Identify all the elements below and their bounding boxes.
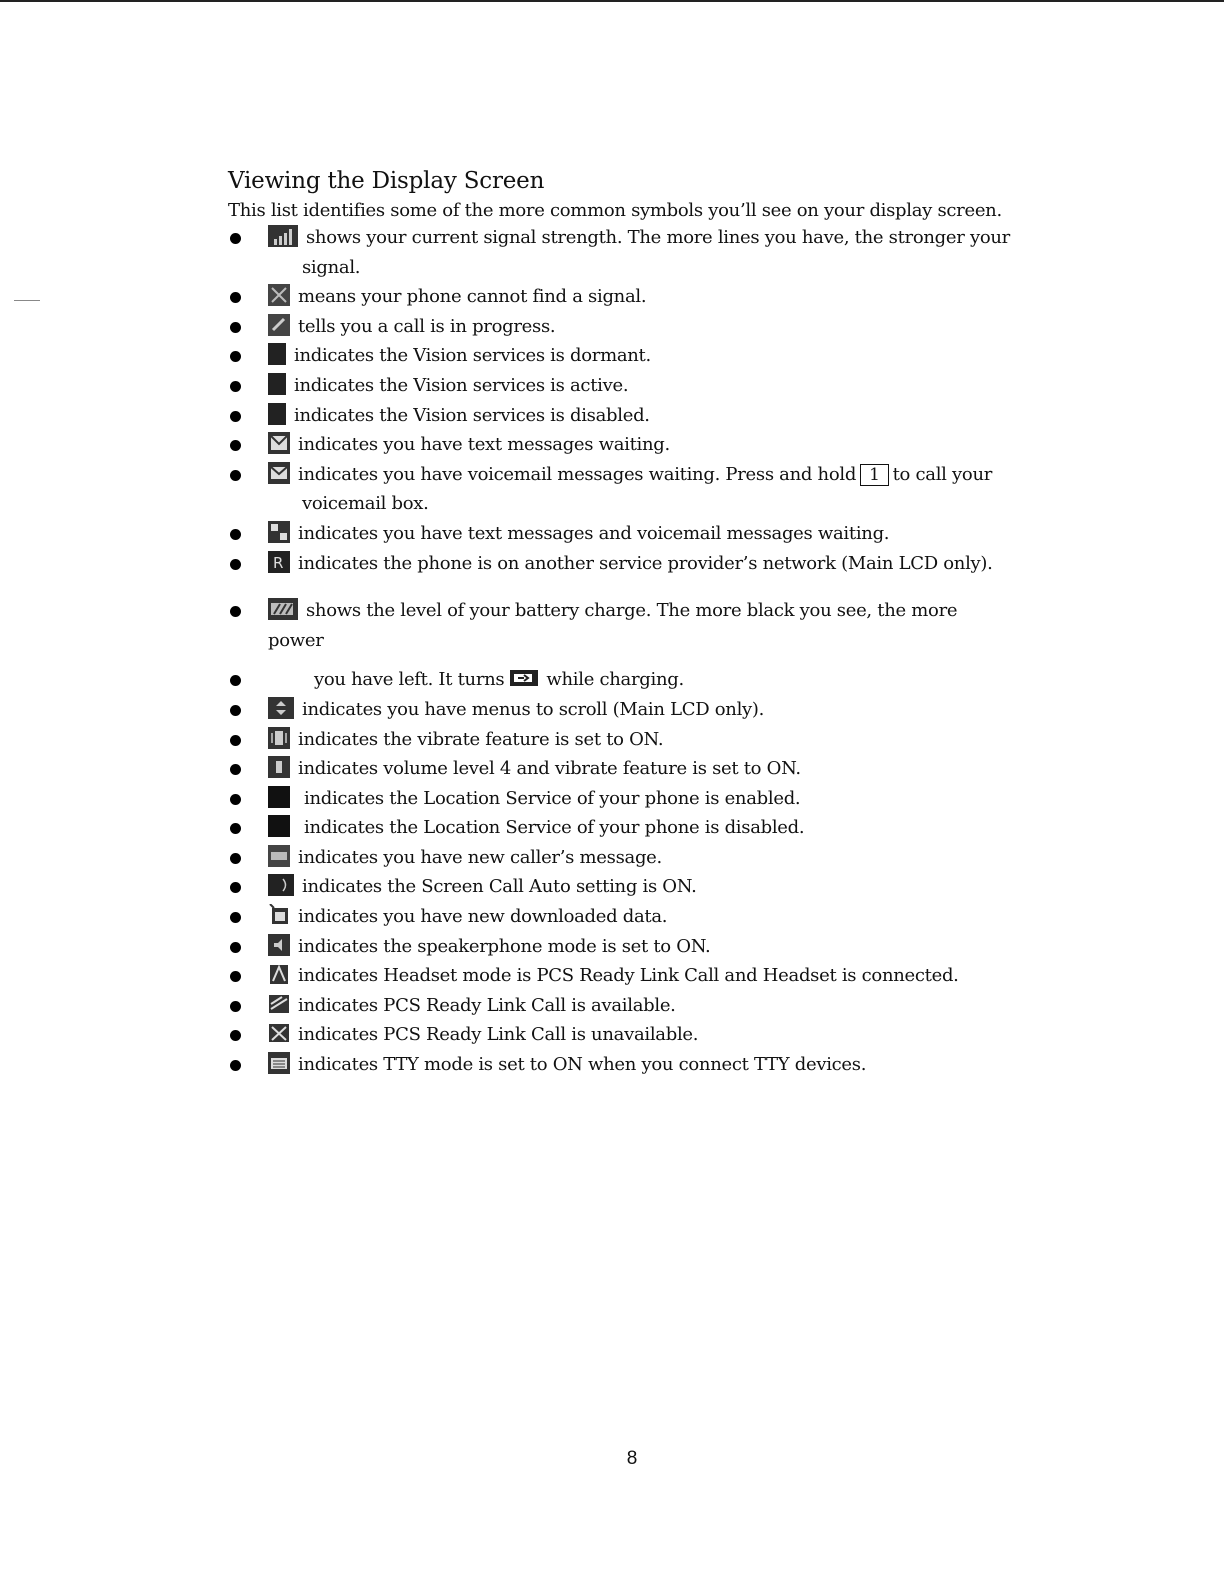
key-1: 1 — [860, 464, 889, 486]
list-item — [228, 961, 1018, 991]
list-item — [228, 991, 1018, 1021]
bullet — [230, 882, 241, 893]
bullet — [230, 292, 241, 303]
list-item — [228, 665, 1018, 695]
vision-active-icon — [268, 373, 286, 395]
bullet — [230, 794, 241, 805]
list-item — [228, 843, 1018, 873]
call-in-progress-icon — [268, 314, 290, 336]
bullet — [230, 559, 241, 570]
list-item — [228, 754, 1018, 784]
item-text: shows your current signal strength. The more lines you have, the stronger your — [306, 227, 1010, 248]
bullet — [230, 440, 241, 451]
item-text: indicates you have menus to scroll (Main LCD only). — [302, 698, 765, 720]
item-text: indicates the vibrate feature is set to ON. — [298, 728, 664, 750]
item-text: indicates PCS Ready Link Call is available. — [298, 994, 676, 1016]
list-item — [228, 401, 1018, 431]
text-and-voicemail-icon — [268, 521, 290, 543]
charging-battery-icon — [510, 667, 540, 685]
bullet — [230, 351, 241, 362]
item-text: indicates the speakerphone mode is set to ON. — [298, 935, 711, 957]
list-item — [228, 519, 1018, 549]
bullet — [230, 381, 241, 392]
list-item — [228, 1020, 1018, 1050]
list-item — [228, 932, 1018, 962]
list-item — [228, 596, 1018, 655]
document-body — [228, 168, 1018, 1080]
list-item — [228, 695, 1018, 725]
page-title: Viewing the Display Screen — [228, 168, 545, 194]
list-item — [228, 223, 1018, 282]
bullet — [230, 764, 241, 775]
location-enabled-icon — [268, 786, 290, 808]
item-text-continued: signal. — [302, 256, 361, 278]
bullet — [230, 971, 241, 982]
item-text: indicates you have voicemail messages waiting. Press and hold — [298, 463, 857, 485]
signal-strength-icon — [268, 225, 298, 247]
headset-icon — [268, 963, 290, 985]
item-text: indicates Headset mode is PCS Ready Link Call and Headset is connected. — [298, 965, 959, 987]
bullet — [230, 411, 241, 422]
item-text: indicates you have text messages and voicemail messages waiting. — [298, 522, 890, 544]
bullet — [230, 606, 241, 617]
bullet — [230, 1060, 241, 1071]
item-text: indicates you have new downloaded data. — [298, 906, 668, 928]
vision-disabled-icon — [268, 403, 286, 425]
item-text: indicates volume level 4 and vibrate feature is set to ON. — [298, 758, 801, 780]
item-text: indicates you have new caller’s message. — [298, 846, 662, 868]
item-text: indicates the phone is on another service provider’s network (Main LCD only). — [298, 552, 993, 574]
list-item — [228, 312, 1018, 342]
margin-mark — [14, 300, 40, 301]
list-item — [228, 784, 1018, 814]
bullet — [230, 1001, 241, 1012]
bullet — [230, 735, 241, 746]
symbol-list — [228, 223, 1018, 1080]
bullet — [230, 705, 241, 716]
list-item — [228, 549, 1018, 579]
vision-dormant-icon — [268, 343, 286, 365]
list-item — [228, 872, 1018, 902]
readylink-unavailable-icon — [268, 1022, 290, 1044]
item-text-after: while charging. — [546, 669, 684, 691]
speakerphone-icon — [268, 934, 290, 956]
item-text: shows the level of your battery charge. The more black you see, the more power — [268, 600, 958, 651]
bullet — [230, 823, 241, 834]
item-text: indicates the Vision services is active. — [294, 374, 629, 396]
list-item — [228, 460, 1018, 519]
item-text: indicates the Location Service of your phone is disabled. — [304, 817, 805, 839]
roaming-icon — [268, 551, 290, 573]
list-item — [228, 371, 1018, 401]
bullet — [230, 322, 241, 333]
list-item — [228, 341, 1018, 371]
volume-vibrate-icon — [268, 756, 290, 778]
svg-text:R: R — [273, 553, 284, 572]
item-text: you have left. It turns — [314, 669, 505, 691]
scroll-menu-icon — [268, 697, 294, 719]
item-text: tells you a call is in progress. — [298, 315, 556, 337]
intro-paragraph: This list identifies some of the more common symbols you’ll see on your display screen. — [228, 200, 1002, 221]
bullet — [230, 853, 241, 864]
item-text: indicates the Location Service of your phone is enabled. — [304, 787, 801, 809]
no-signal-icon — [268, 284, 290, 306]
bullet — [230, 942, 241, 953]
top-border — [0, 0, 1224, 2]
list-item — [228, 725, 1018, 755]
vibrate-icon — [268, 727, 290, 749]
text-message-icon — [268, 432, 290, 454]
tty-icon — [268, 1052, 290, 1074]
item-text: indicates you have text messages waiting. — [298, 434, 670, 456]
battery-icon — [268, 598, 298, 620]
location-disabled-icon — [268, 815, 290, 837]
item-text-after: to call your — [892, 463, 993, 485]
caller-message-icon — [268, 845, 290, 867]
item-text: indicates TTY mode is set to ON when you connect TTY devices. — [298, 1054, 867, 1076]
list-item — [228, 902, 1018, 932]
item-text: indicates the Vision services is dormant. — [294, 345, 651, 367]
list-item — [228, 813, 1018, 843]
item-text-continued: voicemail box. — [302, 493, 429, 515]
readylink-available-icon — [268, 993, 290, 1015]
item-text: indicates PCS Ready Link Call is unavailable. — [298, 1024, 699, 1046]
bullet — [230, 912, 241, 923]
screen-call-icon — [268, 874, 294, 896]
bullet — [230, 529, 241, 540]
item-text: indicates the Screen Call Auto setting is ON. — [302, 876, 697, 898]
list-item — [228, 1050, 1018, 1080]
bullet — [230, 1030, 241, 1041]
list-item — [228, 430, 1018, 460]
list-item — [228, 282, 1018, 312]
download-icon — [268, 904, 290, 926]
bullet — [230, 233, 241, 244]
item-text: indicates the Vision services is disabled. — [294, 404, 650, 426]
bullet — [230, 470, 241, 481]
bullet — [230, 675, 241, 686]
page-number: 8 — [626, 1448, 638, 1469]
item-text: means your phone cannot find a signal. — [298, 286, 647, 308]
voicemail-icon — [268, 462, 290, 484]
